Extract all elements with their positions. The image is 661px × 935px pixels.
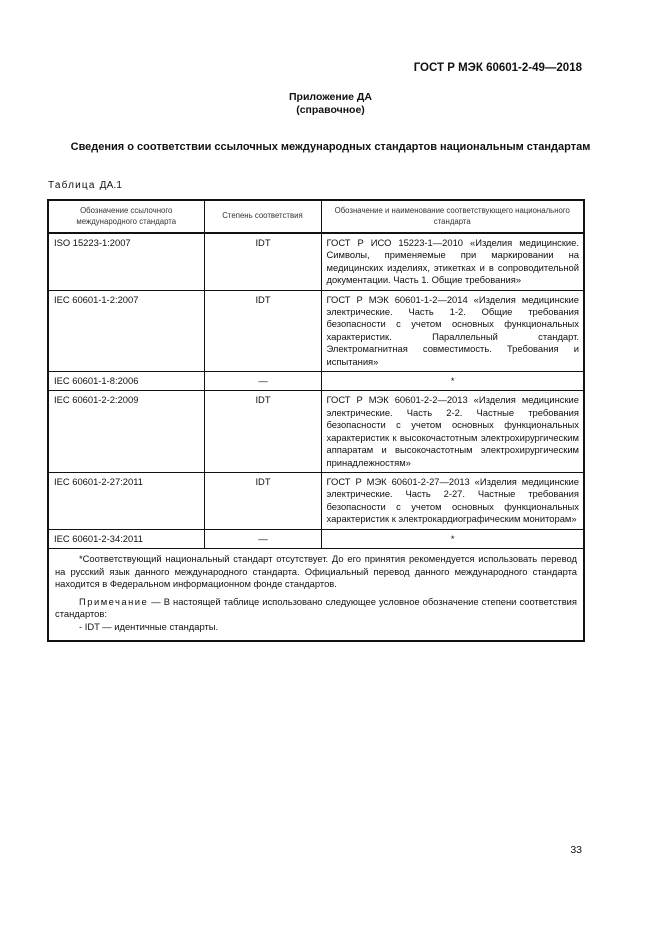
footnote-text: *Соответствующий национальный стандарт отсутствует. До его принятия рекомендуется использовать перевод на русский язык данного международного стандарта. Официальный перевод данного международного стандарта находится в Федеральном информационном фонде стандартов. [55, 552, 577, 590]
table-caption-number: ДА.1 [99, 180, 123, 191]
standards-table [47, 199, 585, 642]
national-standard-cell: ГОСТ Р МЭК 60601-2-2—2013 «Изделия медицинские электрические. Часть 2-2. Частные требования безопасности с учетом основных функциональных характеристик к высокочастотным электрохирургическим аппаратам и высокочастотным электрохирургическим принадлежностям» [321, 391, 584, 472]
intl-standard-cell: IEC 60601-2-34:2011 [48, 529, 204, 548]
header-degree: Степень соответствия [204, 200, 321, 233]
intl-standard-cell: IEC 60601-2-2:2009 [48, 391, 204, 472]
annex-subtitle: (справочное) [296, 104, 365, 116]
intl-standard-cell: IEC 60601-1-2:2007 [48, 290, 204, 371]
annex-heading [0, 91, 661, 117]
table-row [48, 472, 584, 529]
table-row [48, 391, 584, 472]
degree-cell: IDT [204, 472, 321, 529]
national-standard-cell: * [321, 372, 584, 391]
table-row [48, 233, 584, 290]
national-standard-cell: ГОСТ Р ИСО 15223-1—2010 «Изделия медицинские. Символы, применяемые при маркировании на медицинских изделиях, этикетках и в сопроводительной документации. Часть 1. Общие требования» [321, 233, 584, 290]
document-code: ГОСТ Р МЭК 60601-2-49—2018 [413, 62, 582, 74]
section-title: Сведения о соответствии ссылочных международных стандартов национальным стандартам [70, 141, 591, 153]
degree-cell: — [204, 372, 321, 391]
note-paragraph [55, 596, 577, 621]
header-international-standard: Обозначение ссылочного международного стандарта [48, 200, 204, 233]
national-standard-cell: ГОСТ Р МЭК 60601-2-27—2013 «Изделия медицинские электрические. Часть 2-27. Частные требования безопасности с учетом основных функциональных характеристик к электрокардиографическим мониторам» [321, 472, 584, 529]
intl-standard-cell: ISO 15223-1:2007 [48, 233, 204, 290]
degree-cell: IDT [204, 391, 321, 472]
annex-title: Приложение ДА [289, 91, 372, 103]
note-item: - IDT — идентичные стандарты. [79, 620, 219, 632]
degree-cell: — [204, 529, 321, 548]
header-national-standard: Обозначение и наименование соответствующего национального стандарта [321, 200, 584, 233]
national-standard-cell: * [321, 529, 584, 548]
note-label: Примечание [79, 595, 149, 607]
page-number: 33 [570, 844, 582, 856]
table-footnote-row [48, 548, 584, 640]
table-row [48, 372, 584, 391]
degree-cell: IDT [204, 233, 321, 290]
table-row [48, 529, 584, 548]
table-row [48, 290, 584, 371]
table-header-row [48, 200, 584, 233]
degree-cell: IDT [204, 290, 321, 371]
note-text: — В настоящей таблице использовано следующее условное обозначение степени соответствия стандартов: [55, 595, 577, 620]
intl-standard-cell: IEC 60601-1-8:2006 [48, 372, 204, 391]
table-caption [48, 180, 122, 191]
table-caption-label: Таблица [48, 180, 96, 191]
national-standard-cell: ГОСТ Р МЭК 60601-1-2—2014 «Изделия медицинские электрические. Часть 1-2. Общие требования безопасности с учетом основных функциональных характеристик. Параллельный стандарт. Электромагнитная совместимость. Требования и испытания» [321, 290, 584, 371]
footnote-cell [48, 548, 584, 640]
intl-standard-cell: IEC 60601-2-27:2011 [48, 472, 204, 529]
